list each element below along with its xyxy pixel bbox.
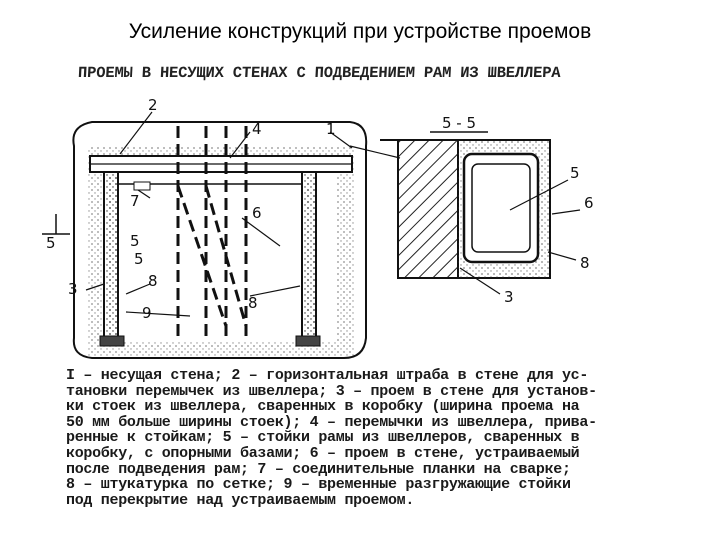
- cut-marker-mid: 5: [130, 232, 140, 250]
- left-post-base: [100, 336, 124, 346]
- structural-drawing: [30, 86, 650, 366]
- section-callout-8: 8: [580, 254, 590, 272]
- callout-1: 1: [326, 120, 336, 138]
- legend-line: тановки перемычек из швеллера; 3 – проем в стене для установ-: [66, 382, 597, 400]
- connection-plate: [134, 182, 150, 190]
- callout-3: 3: [68, 280, 78, 298]
- channel-box: [464, 154, 538, 262]
- section-view: [350, 114, 580, 294]
- legend-line: 50 мм больше ширины стоек); 4 – перемычки из швеллера, прива-: [66, 413, 597, 431]
- legend-text: [66, 368, 666, 508]
- drawing-heading: ПРОЕМЫ В НЕСУЩИХ СТЕНАХ С ПОДВЕДЕНИЕМ РАМ ИЗ ШВЕЛЛЕРА: [77, 64, 561, 82]
- legend-line: после подведения рам; 7 – соединительные планки на сварке;: [66, 460, 571, 478]
- right-post: [302, 172, 316, 342]
- legend-line: ренные к стойкам; 5 – стойки рамы из швеллеров, сваренных в: [66, 429, 580, 447]
- slide-title: Усиление конструкций при устройстве проемов: [128, 20, 592, 43]
- legend-line: коробку, с опорными базами; 6 – проем в стене, устраиваемый: [66, 444, 580, 462]
- section-callout-5: 5: [570, 164, 580, 182]
- cut-marker-left: 5: [46, 234, 56, 252]
- right-post-base: [296, 336, 320, 346]
- section-wall: [398, 140, 458, 278]
- section-label: 5 - 5: [442, 114, 477, 132]
- callout-8-left: 8: [148, 272, 158, 290]
- legend-line: I – несущая стена; 2 – горизонтальная штраба в стене для ус-: [66, 367, 589, 384]
- legend-line: 8 – штукатурка по сетке; 9 – временные разгружающие стойки: [66, 476, 571, 494]
- section-callout-3: 3: [504, 288, 514, 306]
- elevation-view: [42, 112, 366, 358]
- callout-8-right: 8: [248, 294, 258, 312]
- section-callout-6: 6: [584, 194, 594, 212]
- left-post: [104, 172, 118, 342]
- callout-5: 5: [134, 250, 144, 268]
- callout-4: 4: [252, 120, 262, 138]
- callout-6: 6: [252, 204, 262, 222]
- callout-9: 9: [142, 304, 152, 322]
- callout-7: 7: [130, 192, 140, 210]
- legend-line: ки стоек из швеллера, сваренных в коробку (ширина проема на: [66, 398, 580, 416]
- callout-2: 2: [148, 96, 158, 114]
- legend-line: под перекрытие над устраиваемым проемом.: [66, 491, 415, 509]
